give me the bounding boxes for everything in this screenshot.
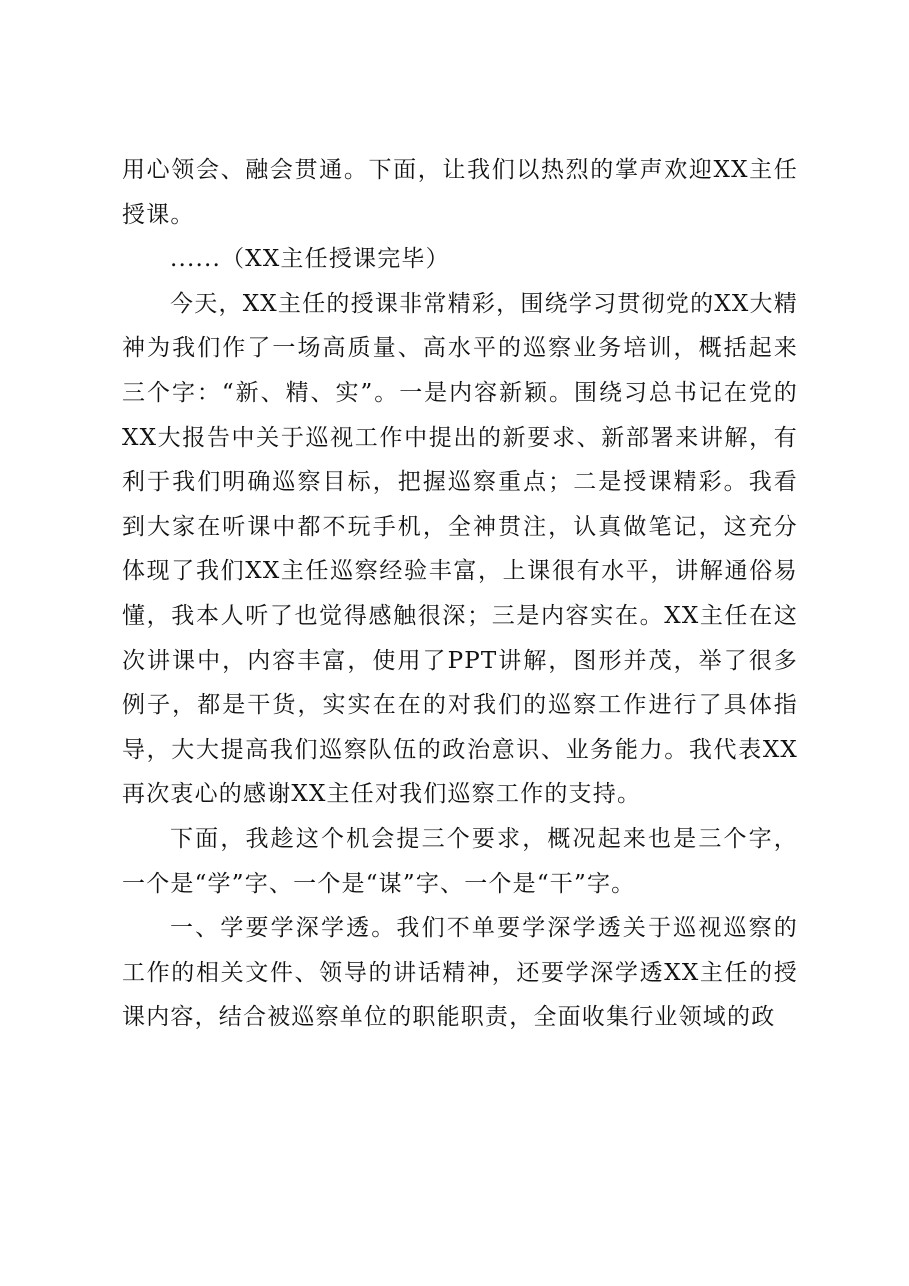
paragraph-requirements-intro: 下面，我趁这个机会提三个要求，概况起来也是三个字，一个是“学”字、一个是“谋”字、一个是“干”字。 <box>122 825 798 897</box>
paragraph-summary: 今天，XX主任的授课非常精彩，围绕学习贯彻党的XX大精神为我们作了一场高质量、高水平的巡察业务培训，概括起来三个字：“新、精、实”。一是内容新颖。围绕习总书记在党的XX大报告中关于巡视工作中提出的新要求、新部署来讲解，有利于我们明确巡察目标，把握巡察重点；二是授课精彩。我看到大家在听课中都不玩手机，全神贯注，认真做笔记，这充分体现了我们XX主任巡察经验丰富，上课很有水平，讲解通俗易懂，我本人听了也觉得感触很深；三是内容实在。XX主任在这次讲课中，内容丰富，使用了PPT讲解，图形并茂，举了很多例子，都是干货，实实在在的对我们的巡察工作进行了具体指导，大大提高我们巡察队伍的政治意识、业务能力。我代表XX再次衷心的感谢XX主任对我们巡察工作的支持。 <box>122 290 798 808</box>
document-body <box>122 148 798 1040</box>
paragraph-requirement-one: 一、学要学深学透。我们不单要学深学透关于巡视巡察的工作的相关文件、领导的讲话精神，还要学深学透XX主任的授课内容，结合被巡察单位的职能职责，全面收集行业领域的政 <box>122 915 798 1031</box>
paragraph-ellipsis-note: ......（XX主任授课完毕） <box>170 246 450 273</box>
paragraph-continuation: 用心领会、融会贯通。下面，让我们以热烈的掌声欢迎XX主任授课。 <box>122 157 798 228</box>
